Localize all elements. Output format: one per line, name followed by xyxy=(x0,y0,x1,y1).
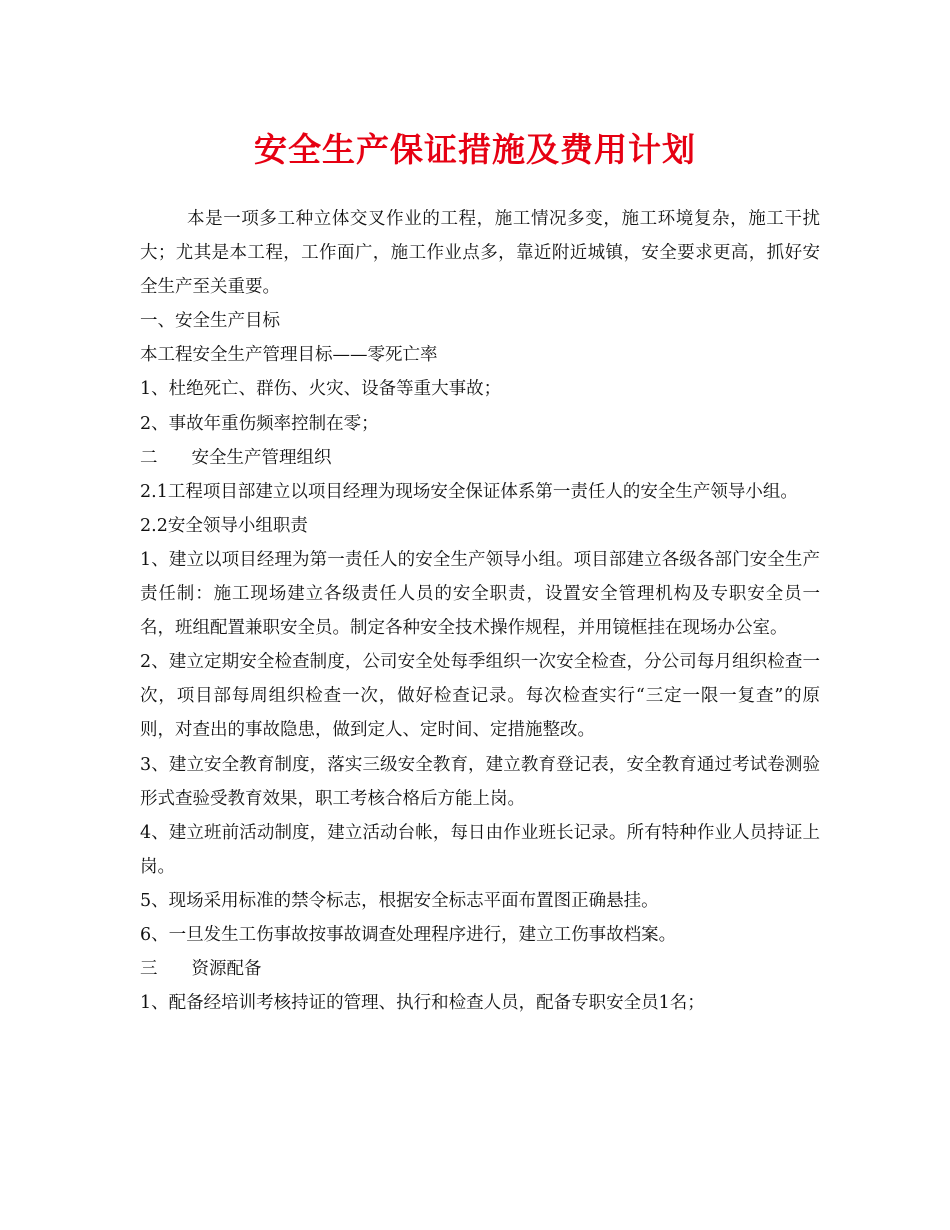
duty-item-4: 4、建立班前活动制度，建立活动台帐，每日由作业班长记录。所有特种作业人员持证上岗。 xyxy=(140,822,820,877)
paragraph-2-2: 2.2安全领导小组职责 xyxy=(140,515,308,536)
paragraph-2-1: 2.1工程项目部建立以项目经理为现场安全保证体系第一责任人的安全生产领导小组。 xyxy=(140,481,798,502)
intro-paragraph: 本是一项多工种立体交叉作业的工程，施工情况多变，施工环境复杂，施工干扰大；尤其是本工程，工作面广，施工作业点多，靠近附近城镇，安全要求更高，抓好安全生产至关重要。 xyxy=(140,209,820,298)
safety-goal: 本工程安全生产管理目标——零死亡率 xyxy=(140,345,438,366)
document-title: 安全生产保证措施及费用计划 xyxy=(254,130,696,169)
duty-item-1: 1、建立以项目经理为第一责任人的安全生产领导小组。项目部建立各级各部门安全生产责任制：施工现场建立各级责任人员的安全职责，设置安全管理机构及专职安全员一名，班组配置兼职安全员。制定各种安全技术操作规程，并用镜框挂在现场办公室。 xyxy=(140,549,820,639)
goal-item-1: 1、杜绝死亡、群伤、火灾、设备等重大事故； xyxy=(140,379,502,400)
section-3-number: 三 xyxy=(140,959,158,980)
section-3-title: 资源配备 xyxy=(191,959,262,980)
resource-item-1: 1、配备经培训考核持证的管理、执行和检查人员，配备专职安全员1名； xyxy=(140,993,705,1014)
section-3-heading xyxy=(140,952,820,986)
duty-item-3: 3、建立安全教育制度，落实三级安全教育，建立教育登记表，安全教育通过考试卷测验形式查验受教育效果，职工考核合格后方能上岗。 xyxy=(140,754,820,809)
duty-item-6: 6、一旦发生工伤事故按事故调查处理程序进行，建立工伤事故档案。 xyxy=(140,924,677,945)
section-1-heading: 一、安全生产目标 xyxy=(140,311,280,332)
section-2-heading xyxy=(140,441,820,475)
section-2-title: 安全生产管理组织 xyxy=(191,447,332,468)
goal-item-2: 2、事故年重伤频率控制在零； xyxy=(140,413,379,434)
section-2-number: 二 xyxy=(140,447,158,468)
duty-item-2: 2、建立定期安全检查制度，公司安全处每季组织一次安全检查，分公司每月组织检查一次，项目部每周组织检查一次，做好检查记录。每次检查实行“三定一限一复查”的原则，对查出的事故隐患，做到定人、定时间、定措施整改。 xyxy=(140,652,820,741)
duty-item-5: 5、现场采用标准的禁令标志，根据安全标志平面布置图正确悬挂。 xyxy=(140,890,659,911)
document-body xyxy=(140,202,820,1020)
